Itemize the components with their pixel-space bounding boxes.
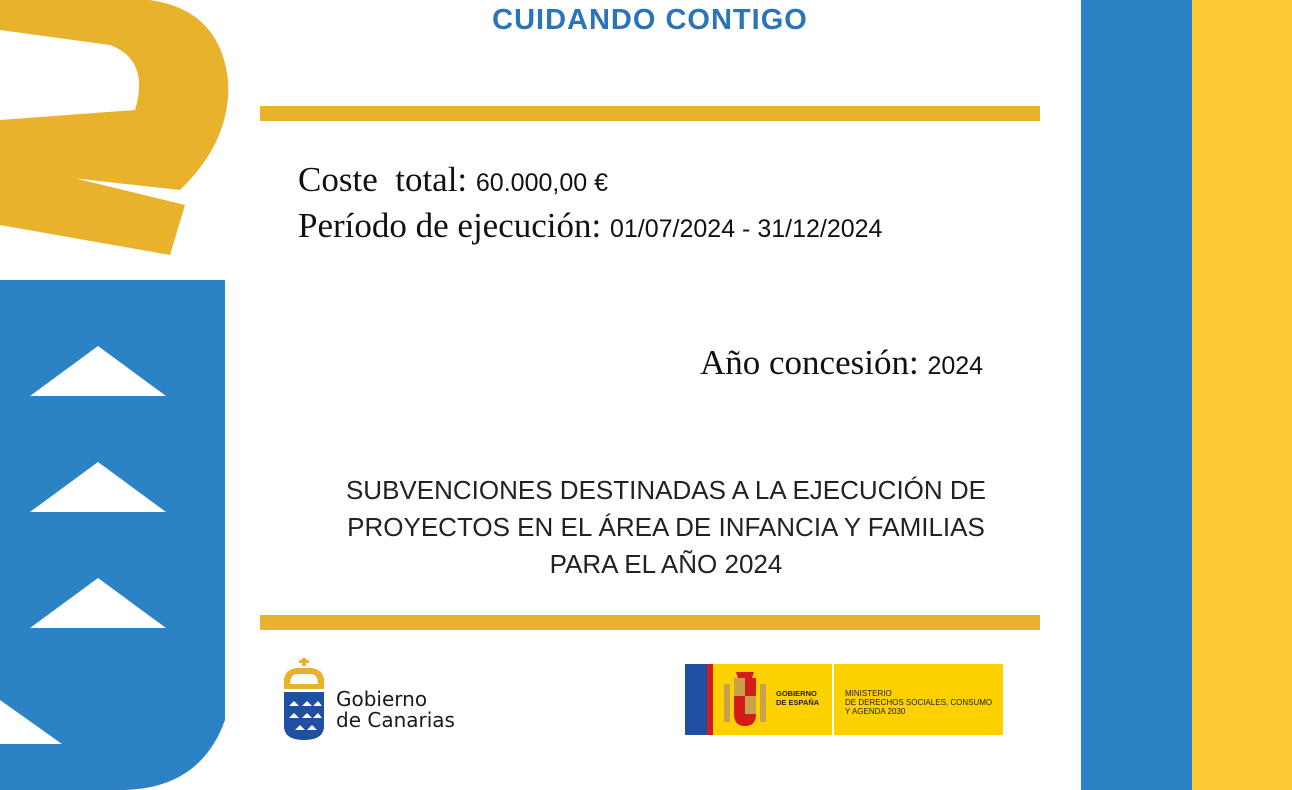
periodo-value: 01/07/2024 - 31/12/2024 [609, 215, 883, 243]
coste-label: Coste total: [298, 160, 476, 199]
spain-red-stripe [707, 664, 713, 735]
ministerio-divider [832, 664, 834, 735]
subvencion-line-3: PARA EL AÑO 2024 [549, 549, 783, 579]
anio-value: 2024 [927, 352, 984, 380]
coste-row [298, 160, 608, 200]
spain-coat-of-arms-icon [720, 670, 770, 730]
anio-label: Año concesión: [700, 343, 928, 382]
ministerio-name-text: MINISTERIO DE DERECHOS SOCIALES, CONSUMO Y AGENDA 2030 [845, 689, 993, 716]
coste-value: 60.000,00 € [475, 169, 608, 197]
top-divider-bar [260, 106, 1040, 121]
yellow-stripe [1192, 0, 1292, 790]
gobierno-espana-text: GOBIERNO DE ESPAÑA [776, 689, 820, 707]
subvencion-line-1: SUBVENCIONES DESTINADAS A LA EJECUCIÓN DE [345, 475, 987, 505]
blue-stripe [1081, 0, 1192, 790]
eu-flag-stripe [685, 664, 707, 735]
periodo-row [298, 206, 882, 246]
bottom-divider-bar [260, 615, 1040, 630]
anio-row [700, 343, 983, 383]
canarias-emblem-decoration [0, 0, 240, 790]
subvencion-line-2: PROYECTOS EN EL ÁREA DE INFANCIA Y FAMILIAS [347, 512, 985, 542]
page-title: CUIDANDO CONTIGO [492, 4, 808, 36]
gobierno-line-2: de Canarias [336, 708, 455, 732]
subvencion-description [300, 472, 1032, 583]
gobierno-line-1: Gobierno [336, 687, 428, 711]
periodo-label: Período de ejecución: [298, 206, 610, 245]
gobierno-canarias-text [336, 689, 455, 731]
